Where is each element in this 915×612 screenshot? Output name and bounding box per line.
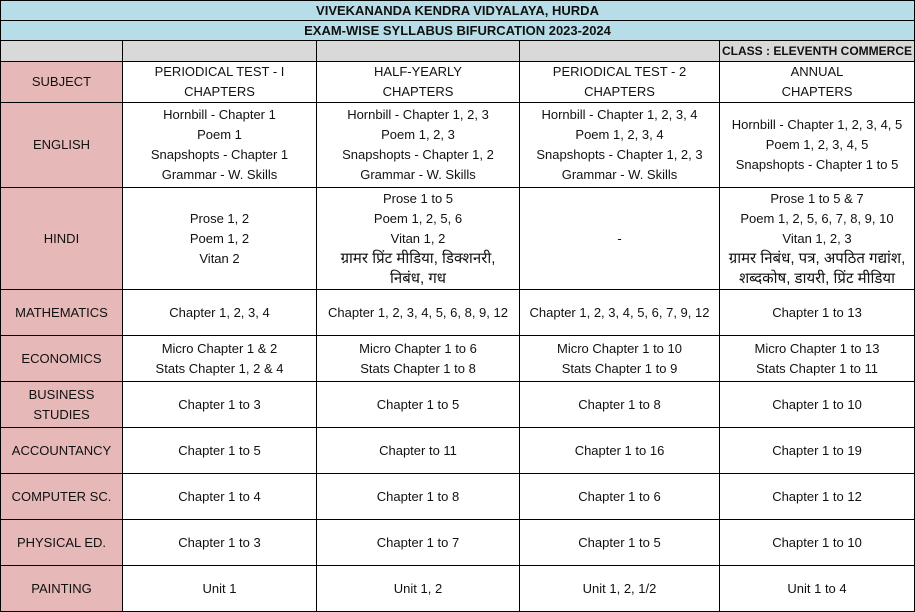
chapter-line: Chapter 1 to 7 [376, 534, 460, 550]
chapter-line: Unit 1, 2, 1/2 [582, 580, 657, 596]
subject-cell: ACCOUNTANCY [1, 428, 123, 474]
chapter-line: Grammar - W. Skills [561, 167, 678, 182]
annual-cell [720, 566, 915, 612]
annual-cell [720, 103, 915, 188]
pt1-cell [123, 566, 317, 612]
chapter-line: Chapter 1, 2, 3, 4 [169, 304, 270, 320]
pt2-cell [520, 103, 720, 188]
chapter-line: Chapter 1 to 16 [574, 442, 665, 458]
hy-cell [317, 428, 520, 474]
annual-cell [720, 336, 915, 382]
chapter-line: Chapter 1 to 8 [578, 396, 661, 412]
annual-cell [720, 188, 915, 290]
chapter-line: Chapter 1, 2, 3, 4, 5, 6, 8, 9, 12 [328, 304, 508, 320]
pt1-cell [123, 336, 317, 382]
pt2-cell [520, 428, 720, 474]
chapter-line: Chapter 1 to 10 [772, 396, 862, 412]
pt2-cell [520, 188, 720, 290]
blank-cell [520, 41, 720, 62]
chapter-line: शब्दकोष, डायरी, प्रिंट मीडिया [738, 269, 896, 287]
subject-row [1, 336, 915, 382]
subject-cell: ENGLISH [1, 103, 123, 188]
chapter-line: Hornbill - Chapter 1, 2, 3, 4 [541, 107, 698, 122]
pt2-cell [520, 474, 720, 520]
subject-cell: HINDI [1, 188, 123, 290]
chapter-line: ग्रामर प्रिंट मीडिया, डिक्शनरी, [340, 249, 496, 267]
pt2-cell [520, 566, 720, 612]
chapter-line: Micro Chapter 1 to 10 [556, 340, 682, 356]
hy-cell [317, 103, 520, 188]
subject-cell: MATHEMATICS [1, 290, 123, 336]
blank-cell [1, 41, 123, 62]
chapter-line: Prose 1, 2 [189, 210, 250, 226]
chapter-line: Vitan 1, 2 [390, 230, 446, 246]
chapter-line: - [617, 230, 622, 246]
chapter-line: Chapter 1 to 12 [772, 488, 862, 504]
subject-row [1, 474, 915, 520]
header-hy-line: HALF-YEARLY [374, 64, 462, 79]
chapter-line: Snapshopts - Chapter 1 to 5 [735, 157, 899, 172]
chapter-line: Hornbill - Chapter 1, 2, 3, 4, 5 [731, 117, 903, 132]
chapter-line: Grammar - W. Skills [161, 167, 278, 182]
chapter-line: Poem 1, 2, 3, 4, 5 [765, 137, 869, 152]
blank-cell [123, 41, 317, 62]
chapter-line: Chapter 1 to 5 [178, 442, 261, 458]
chapter-line: Micro Chapter 1 & 2 [161, 340, 278, 356]
pt2-cell [520, 290, 720, 336]
chapter-line: Chapter 1 to 19 [772, 442, 862, 458]
chapter-line: Snapshopts - Chapter 1 [150, 147, 289, 162]
chapter-line: Poem 1 [197, 127, 242, 142]
chapter-line: Unit 1 [202, 580, 237, 596]
chapter-line: Poem 1, 2 [189, 230, 250, 246]
subject-row [1, 103, 915, 188]
pt1-cell [123, 428, 317, 474]
hy-cell [317, 188, 520, 290]
chapter-line: Vitan 1, 2, 3 [782, 230, 852, 246]
pt2-cell [520, 382, 720, 428]
chapter-line: Micro Chapter 1 to 13 [754, 340, 880, 356]
chapter-line: Chapter 1 to 10 [772, 534, 862, 550]
chapter-line: Snapshopts - Chapter 1, 2, 3 [536, 147, 703, 162]
subject-row [1, 188, 915, 290]
subject-cell: PAINTING [1, 566, 123, 612]
header-pt1 [123, 62, 317, 103]
hy-cell [317, 382, 520, 428]
chapter-line: Chapter 1 to 5 [578, 534, 661, 550]
chapter-line: Prose 1 to 5 [382, 190, 454, 206]
chapter-line: Chapter 1 to 3 [178, 534, 261, 550]
chapter-line: Micro Chapter 1 to 6 [359, 340, 477, 356]
pt1-cell [123, 103, 317, 188]
chapter-line: Grammar - W. Skills [360, 167, 476, 182]
chapter-line: Hornbill - Chapter 1 [163, 107, 276, 122]
subject-cell: PHYSICAL ED. [1, 520, 123, 566]
header-pt1-line: PERIODICAL TEST - I [154, 64, 285, 79]
header-pt2 [520, 62, 720, 103]
chapter-line: Unit 1, 2 [393, 580, 443, 596]
header-hy-line: CHAPTERS [382, 84, 454, 99]
subject-row [1, 566, 915, 612]
chapter-line: Chapter 1 to 8 [376, 488, 460, 504]
pt1-cell [123, 188, 317, 290]
chapter-line: Stats Chapter 1, 2 & 4 [155, 360, 284, 376]
annual-cell [720, 290, 915, 336]
pt2-cell [520, 520, 720, 566]
chapter-line: Chapter 1, 2, 3, 4, 5, 6, 7, 9, 12 [529, 304, 710, 320]
school-title: VIVEKANANDA KENDRA VIDYALAYA, HURDA [1, 1, 915, 21]
chapter-line: Unit 1 to 4 [787, 580, 847, 596]
pt1-cell [123, 382, 317, 428]
hy-cell [317, 290, 520, 336]
annual-cell [720, 382, 915, 428]
subject-row [1, 520, 915, 566]
chapter-line: Chapter 1 to 5 [376, 396, 460, 412]
hy-cell [317, 474, 520, 520]
hy-cell [317, 520, 520, 566]
header-half-yearly [317, 62, 520, 103]
chapter-line: Snapshopts - Chapter 1, 2 [342, 147, 494, 162]
chapter-line: Chapter 1 to 6 [578, 488, 661, 504]
annual-cell [720, 474, 915, 520]
chapter-line: Vitan 2 [199, 250, 240, 266]
chapter-line: ग्रामर निबंध, पत्र, अपठित गद्यांश, [728, 249, 906, 267]
chapter-line: Poem 1, 2, 3, 4 [575, 127, 664, 142]
header-annual-line: ANNUAL [790, 64, 844, 79]
header-annual-line: CHAPTERS [781, 84, 853, 99]
class-label: CLASS : ELEVENTH COMMERCE [720, 41, 915, 62]
blank-cell [317, 41, 520, 62]
chapter-line: Poem 1, 2, 5, 6 [373, 210, 463, 226]
chapter-line: Hornbill - Chapter 1, 2, 3 [347, 107, 489, 122]
chapter-line: Stats Chapter 1 to 8 [360, 360, 476, 376]
header-pt1-line: CHAPTERS [184, 84, 255, 99]
chapter-line: Chapter 1 to 13 [772, 304, 862, 320]
header-pt2-line: CHAPTERS [584, 84, 655, 99]
chapter-line: Stats Chapter 1 to 11 [756, 360, 878, 376]
subject-cell: BUSINESS STUDIES [1, 382, 123, 428]
subject-row [1, 382, 915, 428]
annual-cell [720, 520, 915, 566]
chapter-line: Poem 1, 2, 5, 6, 7, 8, 9, 10 [740, 210, 894, 226]
subject-row [1, 428, 915, 474]
hy-cell [317, 566, 520, 612]
pt1-cell [123, 520, 317, 566]
chapter-line: Prose 1 to 5 & 7 [770, 190, 864, 206]
annual-cell [720, 428, 915, 474]
chapter-line: Chapter 1 to 4 [178, 488, 261, 504]
header-pt2-line: PERIODICAL TEST - 2 [552, 64, 687, 79]
chapter-line: Chapter 1 to 3 [178, 396, 261, 412]
hy-cell [317, 336, 520, 382]
subject-cell: ECONOMICS [1, 336, 123, 382]
pt1-cell [123, 474, 317, 520]
subject-cell: COMPUTER SC. [1, 474, 123, 520]
pt2-cell [520, 336, 720, 382]
syllabus-subtitle: EXAM-WISE SYLLABUS BIFURCATION 2023-2024 [1, 21, 915, 41]
chapter-line: Chapter to 11 [379, 442, 457, 458]
chapter-line: Stats Chapter 1 to 9 [561, 360, 678, 376]
subject-header: SUBJECT [1, 62, 123, 103]
chapter-line: Poem 1, 2, 3 [381, 127, 455, 142]
chapter-line: निबंध, गध [389, 269, 446, 287]
pt1-cell [123, 290, 317, 336]
subject-row [1, 290, 915, 336]
header-annual [720, 62, 915, 103]
